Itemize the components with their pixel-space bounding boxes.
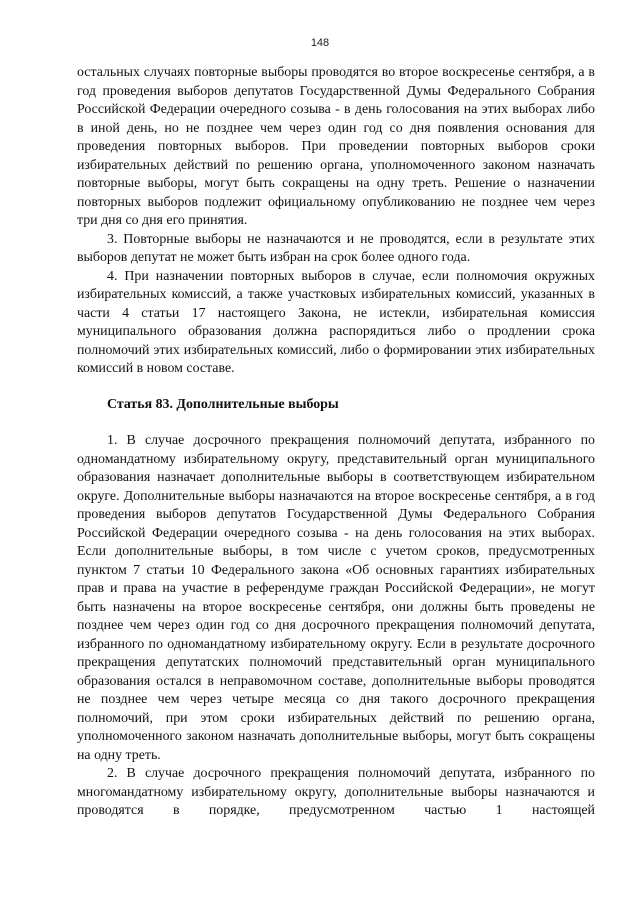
article-heading: Статья 83. Дополнительные выборы bbox=[107, 396, 339, 412]
page-number: 148 bbox=[310, 37, 330, 49]
paragraph-article-83-item-2: 2. В случае досрочного прекращения полномочий депутата, избранного по многомандатному избирательному округу, дополнительные выборы назначаются и проводятся в порядке, предусмотренном частью 1 настоящей bbox=[77, 766, 595, 818]
paragraph-continuation: остальных случаях повторные выборы проводятся во второе воскресенье сентября, а в год проведения выборов депутатов Государственной Думы Федерального Собрания Российской Федерации очередного созыва - в день голосования на этих выборах либо в иной день, но не позднее чем через один год со дня появления основания для проведения повторных выборов. При проведении повторных выборов сроки избирательных действий по решению органа, уполномоченного законом назначать повторные выборы, могут быть сокращены на одну треть. Решение о назначении повторных выборов подлежит официальному опубликованию не позднее чем через три дня со дня его принятия. bbox=[77, 65, 595, 228]
paragraph-item-3: 3. Повторные выборы не назначаются и не проводятся, если в результате этих выборов депутат не может быть избран на срок более одного года. bbox=[77, 231, 595, 265]
page-content bbox=[77, 64, 595, 821]
paragraph-item-4: 4. При назначении повторных выборов в случае, если полномочия окружных избирательных комиссий, а также участковых избирательных комиссий, указанных в части 4 статьи 17 настоящего Закона, не истекли, избирательная комиссия муниципального образования должна распорядиться либо о продлении срока полномочий этих избирательных комиссий, либо о формировании этих избирательных комиссий в новом составе. bbox=[77, 268, 595, 376]
paragraph-article-83-item-1: 1. В случае досрочного прекращения полномочий депутата, избранного по одномандатному избирательному округу, представительный орган муниципального образования назначает дополнительные выборы в соответствующем избирательном округе. Дополнительные выборы назначаются на второе воскресенье сентября, а в год проведения выборов депутатов Государственной Думы Федерального Собрания Российской Федерации очередного созыва - на день голосования на этих выборах. Если дополнительные выборы, в том числе с учетом сроков, предусмотренных пунктом 7 статьи 10 Федерального закона «Об основных гарантиях избирательных прав и права на участие в референдуме граждан Российской Федерации», не могут быть назначены на второе воскресенье сентября, они должны быть проведены не позднее чем через один год со дня досрочного прекращения полномочий депутата, избранного по одномандатному избирательному округу. Если в результате досрочного прекращения депутатских полномочий представительный орган муниципального образования остался в неправомочном составе, дополнительные выборы проводятся не позднее чем через четыре месяца со дня такого досрочного прекращения полномочий, при этом сроки избирательных действий по решению органа, уполномоченного законом назначать дополнительные выборы, могут быть сокращены на одну треть. bbox=[77, 433, 595, 763]
